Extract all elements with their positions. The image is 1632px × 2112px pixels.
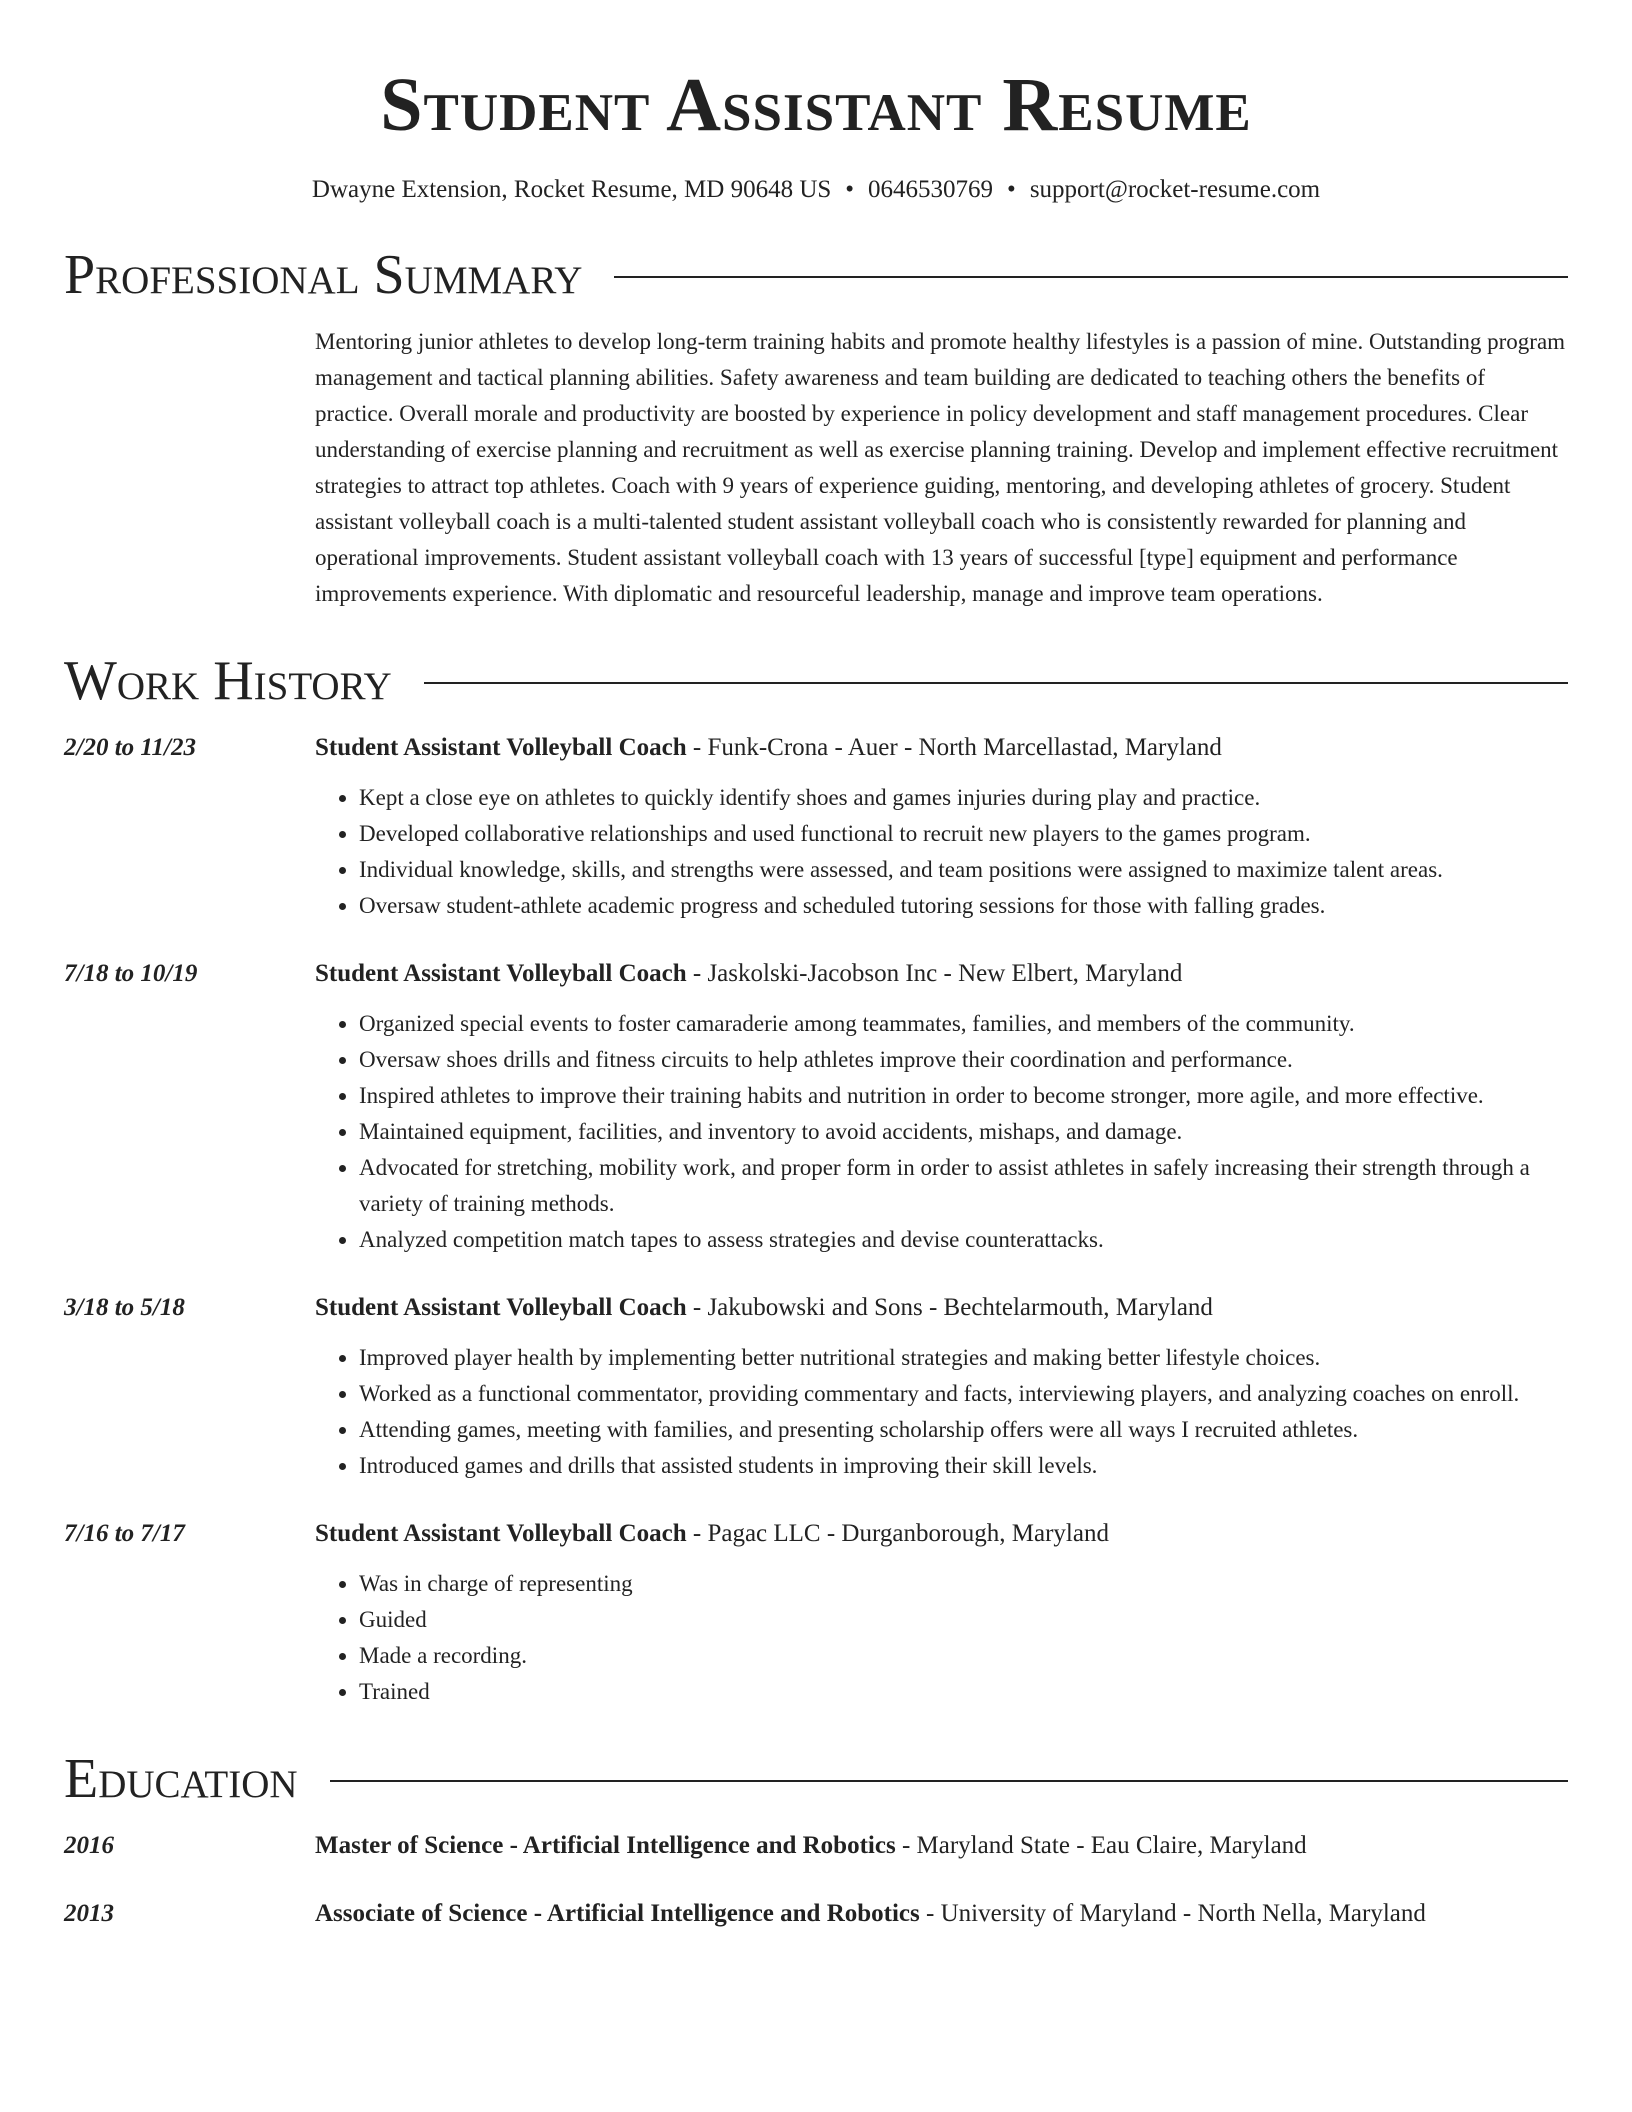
summary-section-header xyxy=(64,242,1568,308)
work-content xyxy=(315,956,1568,1258)
work-dates: 2/20 to 11/23 xyxy=(64,734,196,761)
job-employer-location: - Funk-Crona - Auer - North Marcellastad, Maryland xyxy=(686,734,1222,761)
contact-phone: 0646530769 xyxy=(868,176,994,203)
job-title: Student Assistant Volleyball Coach xyxy=(315,734,687,761)
job-bullets xyxy=(315,1340,1568,1484)
education-heading-line xyxy=(315,1896,1568,1932)
job-employer-location: - Pagac LLC - Durganborough, Maryland xyxy=(686,1520,1109,1547)
job-employer-location: - Jakubowski and Sons - Bechtelarmouth, Maryland xyxy=(686,1294,1213,1321)
job-bullet: • Trained xyxy=(359,1674,1568,1710)
job-employer-location: - Jaskolski-Jacobson Inc - New Elbert, Maryland xyxy=(686,960,1183,987)
work-dates: 3/18 to 5/18 xyxy=(64,1294,185,1321)
work-entry xyxy=(64,730,1568,924)
school-location: - University of Maryland - North Nella, Maryland xyxy=(919,1900,1426,1927)
work-heading-line xyxy=(315,1516,1568,1552)
work-entry xyxy=(64,956,1568,1258)
education-entry xyxy=(64,1896,1568,1932)
education-list xyxy=(64,1828,1568,1932)
work-dates: 7/16 to 7/17 xyxy=(64,1520,185,1547)
work-section-header xyxy=(64,648,1568,714)
job-bullet: • Oversaw shoes drills and fitness circuits to help athletes improve their coordination and performance. xyxy=(359,1042,1568,1078)
job-bullet: • Was in charge of representing xyxy=(359,1566,1568,1602)
job-bullet: • Improved player health by implementing better nutritional strategies and making better lifestyle choices. xyxy=(359,1340,1568,1376)
page-title: Student Assistant Resume xyxy=(380,63,1252,147)
work-heading-line xyxy=(315,730,1568,766)
degree-name: Associate of Science - Artificial Intelligence and Robotics xyxy=(315,1900,920,1927)
education-content xyxy=(315,1828,1568,1864)
education-entry xyxy=(64,1828,1568,1864)
summary-text: Mentoring junior athletes to develop long-term training habits and promote healthy lifestyles is a passion of mine. Outstanding program management and tactical planning abilities. Safety awareness and team building are dedicated to teaching others the benefits of practice. Overall morale and productivity are boosted by experience in policy development and staff management procedures. Clear understanding of exercise planning and recruitment as well as exercise planning training. Develop and implement effective recruitment strategies to attract top athletes. Coach with 9 years of experience guiding, mentoring, and developing athletes of grocery. Student assistant volleyball coach is a multi-talented student assistant volleyball coach who is consistently rewarded for planning and operational improvements. Student assistant volleyball coach with 13 years of successful [type] equipment and performance improvements experience. With diplomatic and resourceful leadership, manage and improve team operations. xyxy=(315,329,1566,606)
contact-line xyxy=(64,174,1568,206)
job-title: Student Assistant Volleyball Coach xyxy=(315,1520,687,1547)
contact-address: Dwayne Extension, Rocket Resume, MD 90648 US xyxy=(311,176,832,203)
contact-separator: • xyxy=(845,176,855,203)
work-heading-line xyxy=(315,956,1568,992)
job-title: Student Assistant Volleyball Coach xyxy=(315,1294,687,1321)
work-content xyxy=(315,1516,1568,1710)
work-entry xyxy=(64,1290,1568,1484)
job-bullet: • Developed collaborative relationships and used functional to recruit new players to the games program. xyxy=(359,816,1568,852)
job-bullet: • Advocated for stretching, mobility work, and proper form in order to assist athletes in safely increasing their strength through a variety of training methods. xyxy=(359,1150,1568,1222)
summary-heading: Professional Summary xyxy=(64,244,583,306)
education-year: 2013 xyxy=(64,1900,114,1927)
job-bullet: • Guided xyxy=(359,1602,1568,1638)
job-bullets xyxy=(315,780,1568,924)
job-bullet: • Analyzed competition match tapes to assess strategies and devise counterattacks. xyxy=(359,1222,1568,1258)
job-bullet: • Made a recording. xyxy=(359,1638,1568,1674)
job-title: Student Assistant Volleyball Coach xyxy=(315,960,687,987)
job-bullet: • Oversaw student-athlete academic progress and scheduled tutoring sessions for those with falling grades. xyxy=(359,888,1568,924)
work-heading-line xyxy=(315,1290,1568,1326)
work-heading: Work History xyxy=(64,650,392,712)
job-bullet: • Attending games, meeting with families, and presenting scholarship offers were all ways I recruited athletes. xyxy=(359,1412,1568,1448)
degree-name: Master of Science - Artificial Intelligence and Robotics xyxy=(315,1832,896,1859)
work-content xyxy=(315,1290,1568,1484)
section-divider xyxy=(330,1780,1568,1782)
job-bullet: • Inspired athletes to improve their training habits and nutrition in order to become stronger, more agile, and more effective. xyxy=(359,1078,1568,1114)
work-dates: 7/18 to 10/19 xyxy=(64,960,198,987)
education-section-header xyxy=(64,1746,1568,1812)
resume-page xyxy=(64,0,1568,1932)
work-entry xyxy=(64,1516,1568,1710)
contact-separator: • xyxy=(1007,176,1016,203)
section-divider xyxy=(614,276,1568,278)
work-history-list xyxy=(64,730,1568,1710)
job-bullet: • Individual knowledge, skills, and strengths were assessed, and team positions were assigned to maximize talent areas. xyxy=(359,852,1568,888)
education-content xyxy=(315,1896,1568,1932)
school-location: - Maryland State - Eau Claire, Maryland xyxy=(895,1832,1307,1859)
education-year: 2016 xyxy=(64,1832,114,1859)
work-content xyxy=(315,730,1568,924)
education-heading-line xyxy=(315,1828,1568,1864)
job-bullet: • Introduced games and drills that assisted students in improving their skill levels. xyxy=(359,1448,1568,1484)
section-divider xyxy=(424,682,1568,684)
job-bullet: • Maintained equipment, facilities, and inventory to avoid accidents, mishaps, and damage. xyxy=(359,1114,1568,1150)
education-heading: Education xyxy=(64,1748,298,1810)
job-bullet: • Kept a close eye on athletes to quickly identify shoes and games injuries during play and practice. xyxy=(359,780,1568,816)
job-bullets xyxy=(315,1566,1568,1710)
contact-email: support@rocket-resume.com xyxy=(1029,176,1321,203)
job-bullet: • Organized special events to foster camaraderie among teammates, families, and members of the community. xyxy=(359,1006,1568,1042)
job-bullets xyxy=(315,1006,1568,1258)
job-bullet: • Worked as a functional commentator, providing commentary and facts, interviewing players, and analyzing coaches on enroll. xyxy=(359,1376,1568,1412)
